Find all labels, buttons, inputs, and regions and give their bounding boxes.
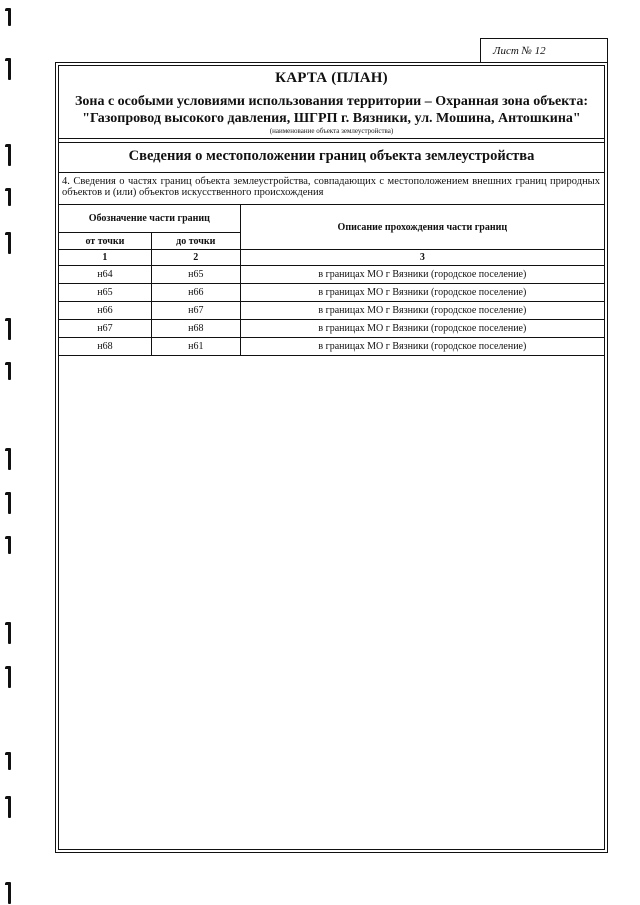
binding-marks	[4, 0, 16, 905]
cell-from: н65	[59, 284, 152, 302]
binding-hole-mark	[8, 144, 11, 166]
boundary-parts-table	[58, 204, 605, 356]
cell-to: н68	[151, 320, 240, 338]
binding-hole-mark	[8, 58, 11, 80]
header-to-point: до точки	[151, 233, 240, 250]
binding-hole-mark	[8, 232, 11, 254]
binding-hole-mark	[8, 752, 11, 770]
table-row	[59, 320, 605, 338]
column-number-1: 1	[59, 250, 152, 266]
cell-description: в границах МО г Вязники (городское поселение)	[240, 302, 604, 320]
binding-hole-mark	[8, 362, 11, 380]
section-heading: Сведения о местоположении границ объекта землеустройства	[128, 148, 535, 164]
section-description: 4. Сведения о частях границ объекта землеустройства, совпадающих с местоположением внешних границ природных объектов и (или) объектов искусственного происхождения	[62, 176, 600, 198]
binding-hole-mark	[8, 796, 11, 818]
column-number-3: 3	[240, 250, 604, 266]
cell-description: в границах МО г Вязники (городское поселение)	[240, 320, 604, 338]
cell-from: н66	[59, 302, 152, 320]
binding-hole-mark	[8, 188, 11, 206]
cell-description: в границах МО г Вязники (городское поселение)	[240, 266, 604, 284]
binding-hole-mark	[8, 536, 11, 554]
section-divider	[58, 139, 605, 143]
object-name-note: (наименование объекта землеустройства)	[269, 127, 394, 135]
section-header	[58, 139, 605, 173]
title-block	[58, 65, 605, 139]
cell-from: н67	[59, 320, 152, 338]
binding-hole-mark	[8, 448, 11, 470]
document-title: КАРТА (ПЛАН)	[275, 70, 388, 86]
cell-to: н65	[151, 266, 240, 284]
table-row	[59, 338, 605, 356]
cell-from: н64	[59, 266, 152, 284]
cell-description: в границах МО г Вязники (городское поселение)	[240, 284, 604, 302]
zone-title-line-2: "Газопровод высокого давления, ШГРП г. Вязники, ул. Мошина, Антошкина"	[82, 111, 581, 126]
binding-hole-mark	[8, 8, 11, 26]
cell-to: н66	[151, 284, 240, 302]
header-from-point: от точки	[59, 233, 152, 250]
zone-title-line-1: Зона с особыми условиями использования территории – Охранная зона объекта:	[74, 94, 589, 109]
binding-hole-mark	[8, 882, 11, 904]
header-boundary-description: Описание прохождения части границ	[240, 205, 604, 250]
table-row	[59, 284, 605, 302]
cell-description: в границах МО г Вязники (городское поселение)	[240, 338, 604, 356]
cell-to: н67	[151, 302, 240, 320]
column-number-2: 2	[151, 250, 240, 266]
cell-to: н61	[151, 338, 240, 356]
table-row	[59, 302, 605, 320]
table-row	[59, 266, 605, 284]
binding-hole-mark	[8, 666, 11, 688]
sheet-number-text: Лист № 12	[493, 45, 546, 57]
binding-hole-mark	[8, 622, 11, 644]
binding-hole-mark	[8, 492, 11, 514]
binding-hole-mark	[8, 318, 11, 340]
header-boundary-designation: Обозначение части границ	[59, 205, 241, 233]
sheet-number-label	[480, 38, 608, 63]
cell-from: н68	[59, 338, 152, 356]
